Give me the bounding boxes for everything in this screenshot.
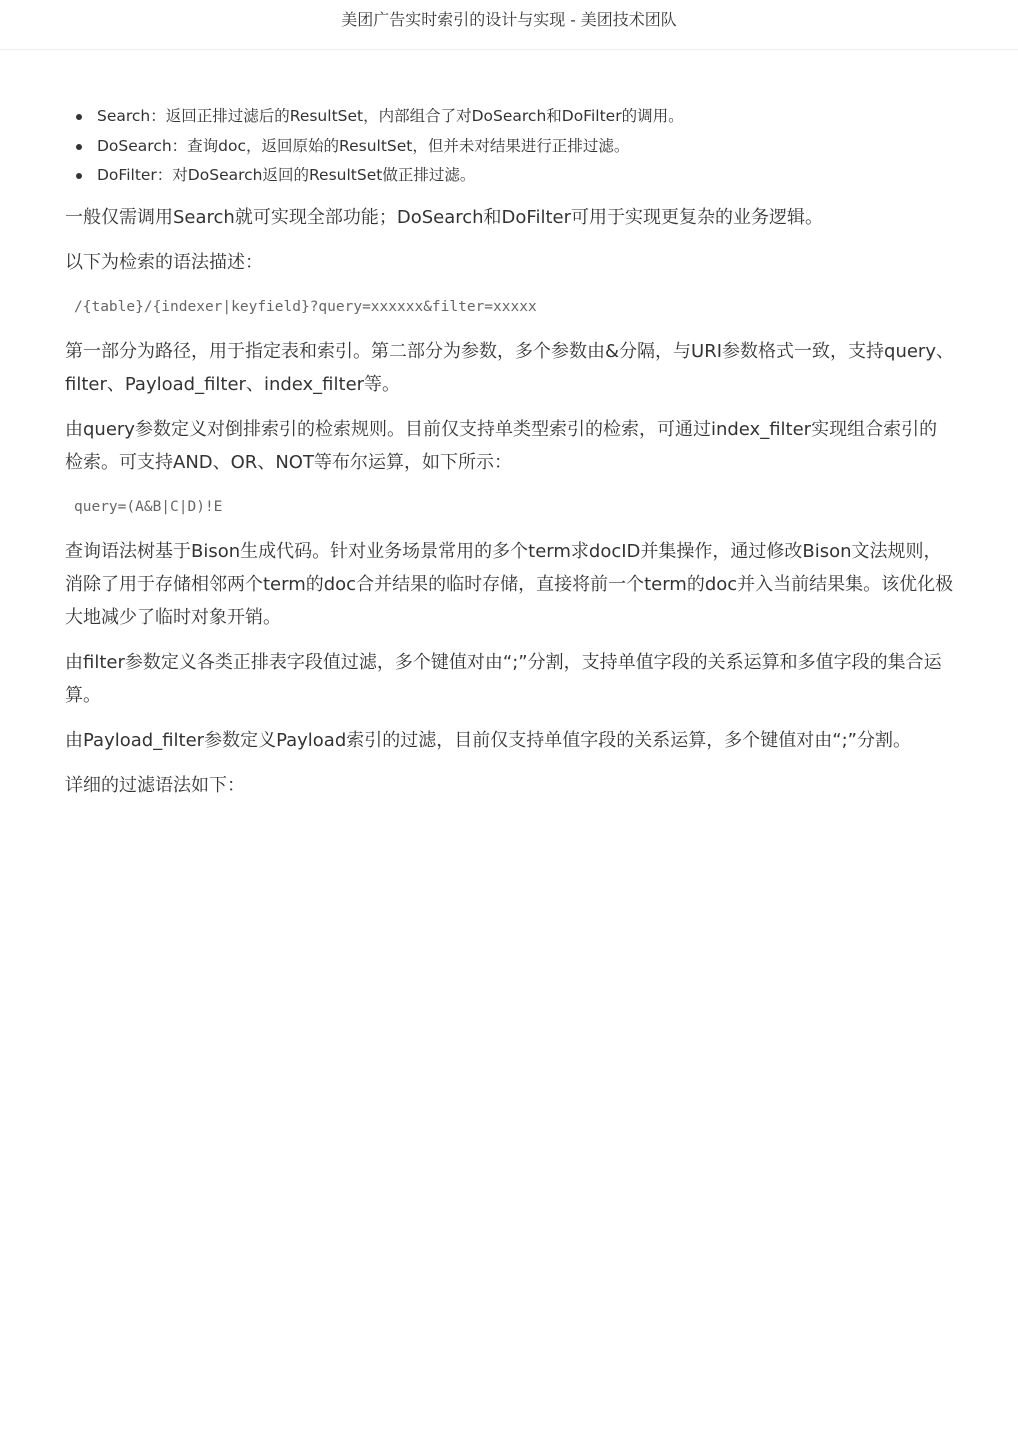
code-path-syntax: /{table}/{indexer|keyfield}?query=xxxxxx&filter=xxxxx [74,298,537,315]
paragraph-path-params: 第一部分为路径，用于指定表和索引。第二部分为参数，多个参数由&分隔，与URI参数格式一致，支持query、filter、Payload_filter、index_filter等。 [65,340,954,395]
paragraph-filter: 由filter参数定义各类正排表字段值过滤，多个键值对由“;”分割，支持单值字段的关系运算和多值字段的集合运算。 [65,651,942,706]
list-item-search: Search：返回正排过滤后的ResultSet，内部组合了对DoSearch和DoFilter的调用。 [65,102,955,132]
list-item-dofilter: DoFilter：对DoSearch返回的ResultSet做正排过滤。 [65,161,955,191]
paragraph-query-rules: 由query参数定义对倒排索引的检索规则。目前仅支持单类型索引的检索，可通过index_filter实现组合索引的检索。可支持AND、OR、NOT等布尔运算，如下所示： [65,418,938,473]
paragraph-bison: 查询语法树基于Bison生成代码。针对业务场景常用的多个term求docID并集操作，通过修改Bison文法规则，消除了用于存储相邻两个term的doc合并结果的临时存储，直接将前一个term的doc并入当前结果集。该优化极大地减少了临时对象开销。 [65,540,954,628]
method-list [65,102,955,191]
page-header [0,0,1018,50]
page-title: 美团广告实时索引的设计与实现 - 美团技术团队 [341,10,677,29]
paragraph-filter-syntax-intro: 详细的过滤语法如下： [65,774,245,796]
article-body [65,102,955,802]
paragraph-usage-note: 一般仅需调用Search就可实现全部功能；DoSearch和DoFilter可用于实现更复杂的业务逻辑。 [65,206,824,228]
list-item-dosearch: DoSearch：查询doc，返回原始的ResultSet，但并未对结果进行正排过滤。 [65,132,955,162]
code-query-example: query=(A&B|C|D)!E [74,498,223,515]
paragraph-payload-filter: 由Payload_filter参数定义Payload索引的过滤，目前仅支持单值字段的关系运算，多个键值对由“;”分割。 [65,729,911,751]
paragraph-syntax-intro: 以下为检索的语法描述： [65,251,263,273]
